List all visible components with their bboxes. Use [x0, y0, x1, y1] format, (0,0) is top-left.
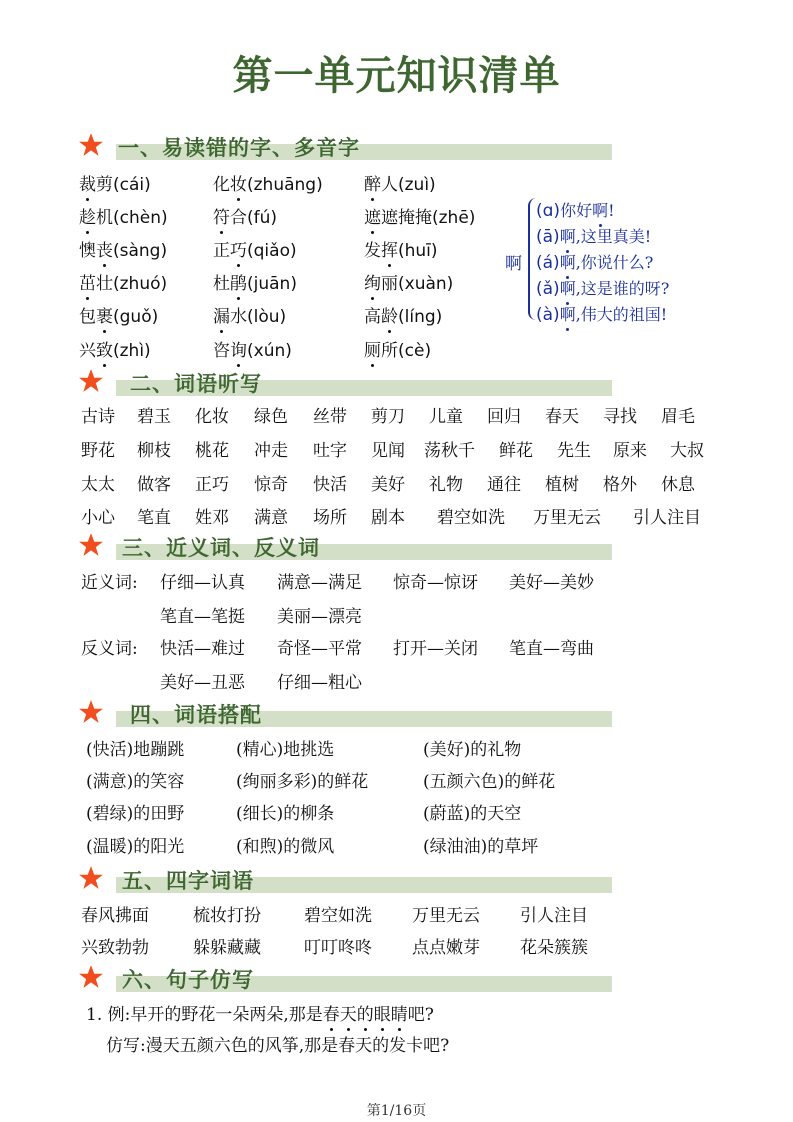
dictation-word: 满意	[254, 508, 288, 528]
pinyin-item	[213, 336, 292, 361]
section-header-1	[78, 134, 618, 160]
dictation-word: 剪刀	[371, 407, 405, 427]
section-title: 二、词语听写	[130, 372, 262, 396]
a-line	[536, 224, 651, 247]
pinyin-item	[79, 203, 168, 228]
dictation-word: 桃花	[195, 441, 229, 461]
section-header-4	[78, 701, 618, 727]
dotted-char: 啊	[560, 224, 576, 247]
dictation-word: 正巧	[195, 475, 229, 495]
pinyin: (sàng)	[113, 241, 168, 261]
four-char-phrase: 引人注目	[520, 906, 588, 926]
pinyin-item	[364, 170, 436, 195]
dictation-word: 引人注目	[633, 508, 701, 528]
a-line	[536, 302, 667, 325]
word-char: 化	[213, 175, 230, 195]
dotted-char: 鹃	[230, 269, 247, 294]
dictation-word: 眉毛	[661, 407, 695, 427]
word-char: 咨	[213, 341, 230, 361]
collocation: (五颜六色)的鲜花	[423, 772, 556, 792]
a-head: 啊	[505, 254, 522, 274]
dotted-char: 厕	[364, 336, 381, 361]
dictation-word: 大叔	[670, 441, 704, 461]
pinyin-item	[213, 236, 297, 261]
page-title: 第一单元知识清单	[232, 53, 561, 99]
text: ,这里真美!	[575, 227, 652, 246]
four-char-phrase: 兴致勃勃	[81, 938, 149, 958]
dictation-word: 格外	[603, 475, 637, 495]
word-pair: 笔直—笔挺	[160, 607, 245, 627]
pinyin: (qiǎo)	[247, 241, 297, 261]
star-icon	[78, 132, 104, 158]
section-header-5	[78, 867, 618, 893]
dotted-char: 的	[357, 1000, 374, 1025]
collocation: (快活)地蹦跳	[86, 740, 185, 760]
dictation-word: 万里无云	[533, 508, 601, 528]
dictation-word: 姓邓	[195, 508, 229, 528]
word-pair: 美丽—漂亮	[277, 607, 362, 627]
section-title: 三、近义词、反义词	[122, 536, 320, 560]
pinyin-item	[213, 170, 323, 195]
collocation: (满意)的笑容	[86, 772, 185, 792]
four-char-phrase: 躲躲藏藏	[193, 938, 261, 958]
section-header-3	[78, 534, 618, 560]
pinyin: (ā)	[536, 227, 560, 247]
section-header-2	[78, 370, 618, 396]
pinyin-item	[364, 269, 453, 294]
word-char: 机	[96, 208, 113, 228]
dictation-word: 丝带	[313, 407, 347, 427]
section-header-6	[78, 966, 618, 992]
pinyin: (zhuó)	[113, 274, 168, 294]
collocation: (美好)的礼物	[423, 740, 522, 760]
dictation-word: 回归	[487, 407, 521, 427]
word-char: 杜	[213, 274, 230, 294]
dotted-char: 挥	[381, 236, 398, 261]
dotted-char: 绚	[364, 269, 381, 294]
star-icon	[78, 865, 104, 891]
word-pair: 惊奇—惊讶	[393, 573, 478, 593]
dictation-word: 惊奇	[254, 475, 288, 495]
collocation: (绚丽多彩)的鲜花	[236, 772, 369, 792]
star-icon	[78, 368, 104, 394]
word-char: 包	[79, 307, 96, 327]
pinyin: (á)	[536, 253, 560, 273]
four-char-phrase: 碧空如洗	[304, 906, 372, 926]
word-char: 高	[364, 307, 381, 327]
dictation-word: 柳枝	[137, 441, 171, 461]
text: ,你说什么?	[575, 253, 654, 272]
text: ,伟大的祖国!	[575, 305, 668, 324]
dictation-word: 休息	[661, 475, 695, 495]
dictation-word: 剧本	[371, 508, 405, 528]
pinyin: (cái)	[113, 175, 151, 195]
pinyin-item	[213, 302, 286, 327]
dictation-word: 野花	[81, 441, 115, 461]
text: 你好	[560, 201, 593, 220]
dictation-word: 儿童	[429, 407, 463, 427]
dictation-word: 吐字	[313, 441, 347, 461]
word-pair: 奇怪—平常	[277, 639, 362, 659]
dotted-char: 妆	[230, 170, 247, 195]
dotted-char: 龄	[381, 302, 398, 327]
word-pair: 快活—难过	[160, 639, 245, 659]
word-pair: 仔细—粗心	[277, 673, 362, 693]
word-pair: 美好—美妙	[509, 573, 594, 593]
pinyin: (cè)	[398, 341, 432, 361]
dictation-word: 礼物	[429, 475, 463, 495]
dictation-word: 场所	[313, 508, 347, 528]
pinyin-item	[79, 170, 151, 195]
dotted-char: 茁	[79, 269, 96, 294]
dotted-char: 啊	[560, 250, 576, 273]
pinyin: (guǒ)	[113, 307, 159, 327]
dotted-char: 致	[96, 336, 113, 361]
pinyin-item	[364, 203, 475, 228]
four-char-phrase: 点点嫩芽	[412, 938, 480, 958]
word-char: 合	[230, 208, 247, 228]
imitation-sentence: 仿写:漫天五颜六色的风筝,那是春天的发卡吧?	[106, 1036, 450, 1056]
dotted-char: 啊	[560, 302, 576, 325]
collocation: (绿油油)的草坪	[423, 837, 539, 857]
word-char: 懊	[79, 241, 96, 261]
pinyin: (zuì)	[398, 175, 436, 195]
antonym-label: 反义词:	[81, 639, 138, 659]
dictation-word: 碧空如洗	[437, 508, 505, 528]
dotted-char: 巧	[230, 236, 247, 261]
pinyin-item	[79, 236, 167, 261]
pinyin: (zhuāng)	[247, 175, 323, 195]
word-char: 正	[213, 241, 230, 261]
dotted-char: 趁	[79, 203, 96, 228]
pinyin: (xuàn)	[398, 274, 454, 294]
section-title: 一、易读错的字、多音字	[118, 136, 360, 160]
pinyin-item	[364, 336, 431, 361]
dictation-word: 荡秋千	[424, 441, 475, 461]
section-title: 六、句子仿写	[122, 968, 254, 992]
text: ,这是谁的呀?	[575, 279, 670, 298]
emphasized-phrase	[323, 1005, 408, 1025]
collocation: (精心)地挑选	[236, 740, 335, 760]
word-char: 遮掩掩	[381, 208, 432, 228]
pinyin: (zhì)	[113, 341, 151, 361]
four-char-phrase: 春风拂面	[81, 906, 149, 926]
word-char: 水	[230, 307, 247, 327]
dotted-char: 啊	[560, 276, 576, 299]
section-title: 四、词语搭配	[130, 703, 262, 727]
dictation-word: 化妆	[195, 407, 229, 427]
dictation-word: 小心	[81, 508, 115, 528]
pinyin: (zhē)	[432, 208, 476, 228]
word-char: 发	[364, 241, 381, 261]
dotted-char: 醉	[364, 170, 381, 195]
pinyin: (xún)	[247, 341, 292, 361]
collocation: (碧绿)的田野	[86, 804, 185, 824]
dictation-word: 鲜花	[499, 441, 533, 461]
pinyin-item	[213, 203, 277, 228]
word-pair: 仔细—认真	[160, 573, 245, 593]
pinyin: (fú)	[247, 208, 278, 228]
four-char-phrase: 万里无云	[412, 906, 480, 926]
pinyin: (chèn)	[113, 208, 168, 228]
dictation-word: 原来	[613, 441, 647, 461]
example-sentence: 1. 例:早开的野花一朵两朵,那是春天的眼睛吧?	[86, 1000, 434, 1025]
pinyin: (ǎ)	[536, 279, 560, 299]
word-char: 人	[381, 175, 398, 195]
dotted-char: 漏	[213, 302, 230, 327]
dotted-char: 遮	[364, 203, 381, 228]
word-pair: 打开—关闭	[393, 639, 478, 659]
section-title: 五、四字词语	[122, 869, 254, 893]
dictation-word: 做客	[137, 475, 171, 495]
dotted-char: 春	[323, 1000, 340, 1025]
collocation: (细长)的柳条	[236, 804, 335, 824]
four-char-phrase: 花朵簇簇	[520, 938, 588, 958]
pinyin-item	[213, 269, 297, 294]
pinyin-item	[79, 302, 158, 327]
pinyin: (líng)	[398, 307, 443, 327]
dictation-word: 绿色	[254, 407, 288, 427]
dictation-word: 美好	[371, 475, 405, 495]
star-icon	[78, 964, 104, 990]
star-icon	[78, 699, 104, 725]
pinyin: (huī)	[398, 241, 438, 261]
dictation-word: 寻找	[603, 407, 637, 427]
star-icon	[78, 532, 104, 558]
dotted-char: 裁	[79, 170, 96, 195]
dictation-word: 春天	[545, 407, 579, 427]
dictation-word: 见闻	[371, 441, 405, 461]
dotted-char: 眼	[374, 1000, 391, 1025]
dotted-char: 丧	[96, 236, 113, 261]
collocation: (蔚蓝)的天空	[423, 804, 522, 824]
a-line	[536, 250, 653, 273]
dictation-word: 通往	[487, 475, 521, 495]
word-pair: 笔直—弯曲	[509, 639, 594, 659]
dictation-word: 先生	[557, 441, 591, 461]
page-number: 第1/16页	[366, 1103, 427, 1119]
word-char: 剪	[96, 175, 113, 195]
synonym-label: 近义词:	[81, 573, 138, 593]
collocation: (温暖)的阳光	[86, 837, 185, 857]
dictation-word: 快活	[313, 475, 347, 495]
dotted-char: 符	[213, 203, 230, 228]
dotted-char: 询	[230, 336, 247, 361]
pinyin: (lòu)	[247, 307, 287, 327]
dotted-char: 啊	[592, 198, 608, 221]
word-char: 所	[381, 341, 398, 361]
word-char: 丽	[381, 274, 398, 294]
four-char-phrase: 梳妆打扮	[193, 906, 261, 926]
word-char: 壮	[96, 274, 113, 294]
pinyin: (juān)	[247, 274, 297, 294]
text: !	[608, 201, 615, 220]
dotted-char: 天	[340, 1000, 357, 1025]
pinyin-item	[79, 336, 151, 361]
pinyin-item	[79, 269, 167, 294]
pinyin-item	[364, 302, 442, 327]
a-line	[536, 198, 615, 221]
dictation-word: 植树	[545, 475, 579, 495]
dotted-char: 裹	[96, 302, 113, 327]
pinyin-item	[364, 236, 438, 261]
collocation: (和煦)的微风	[236, 837, 335, 857]
dictation-word: 冲走	[254, 441, 288, 461]
word-pair: 美好—丑恶	[160, 673, 245, 693]
pinyin: (à)	[536, 305, 560, 325]
dictation-word: 笔直	[137, 508, 171, 528]
dictation-word: 古诗	[81, 407, 115, 427]
pinyin: (ɑ)	[536, 201, 561, 221]
word-pair: 满意—满足	[277, 573, 362, 593]
dotted-char: 睛	[391, 1000, 408, 1025]
word-char: 兴	[79, 341, 96, 361]
four-char-phrase: 叮叮咚咚	[304, 938, 372, 958]
dictation-word: 碧玉	[137, 407, 171, 427]
dictation-word: 太太	[81, 475, 115, 495]
a-line	[536, 276, 669, 299]
